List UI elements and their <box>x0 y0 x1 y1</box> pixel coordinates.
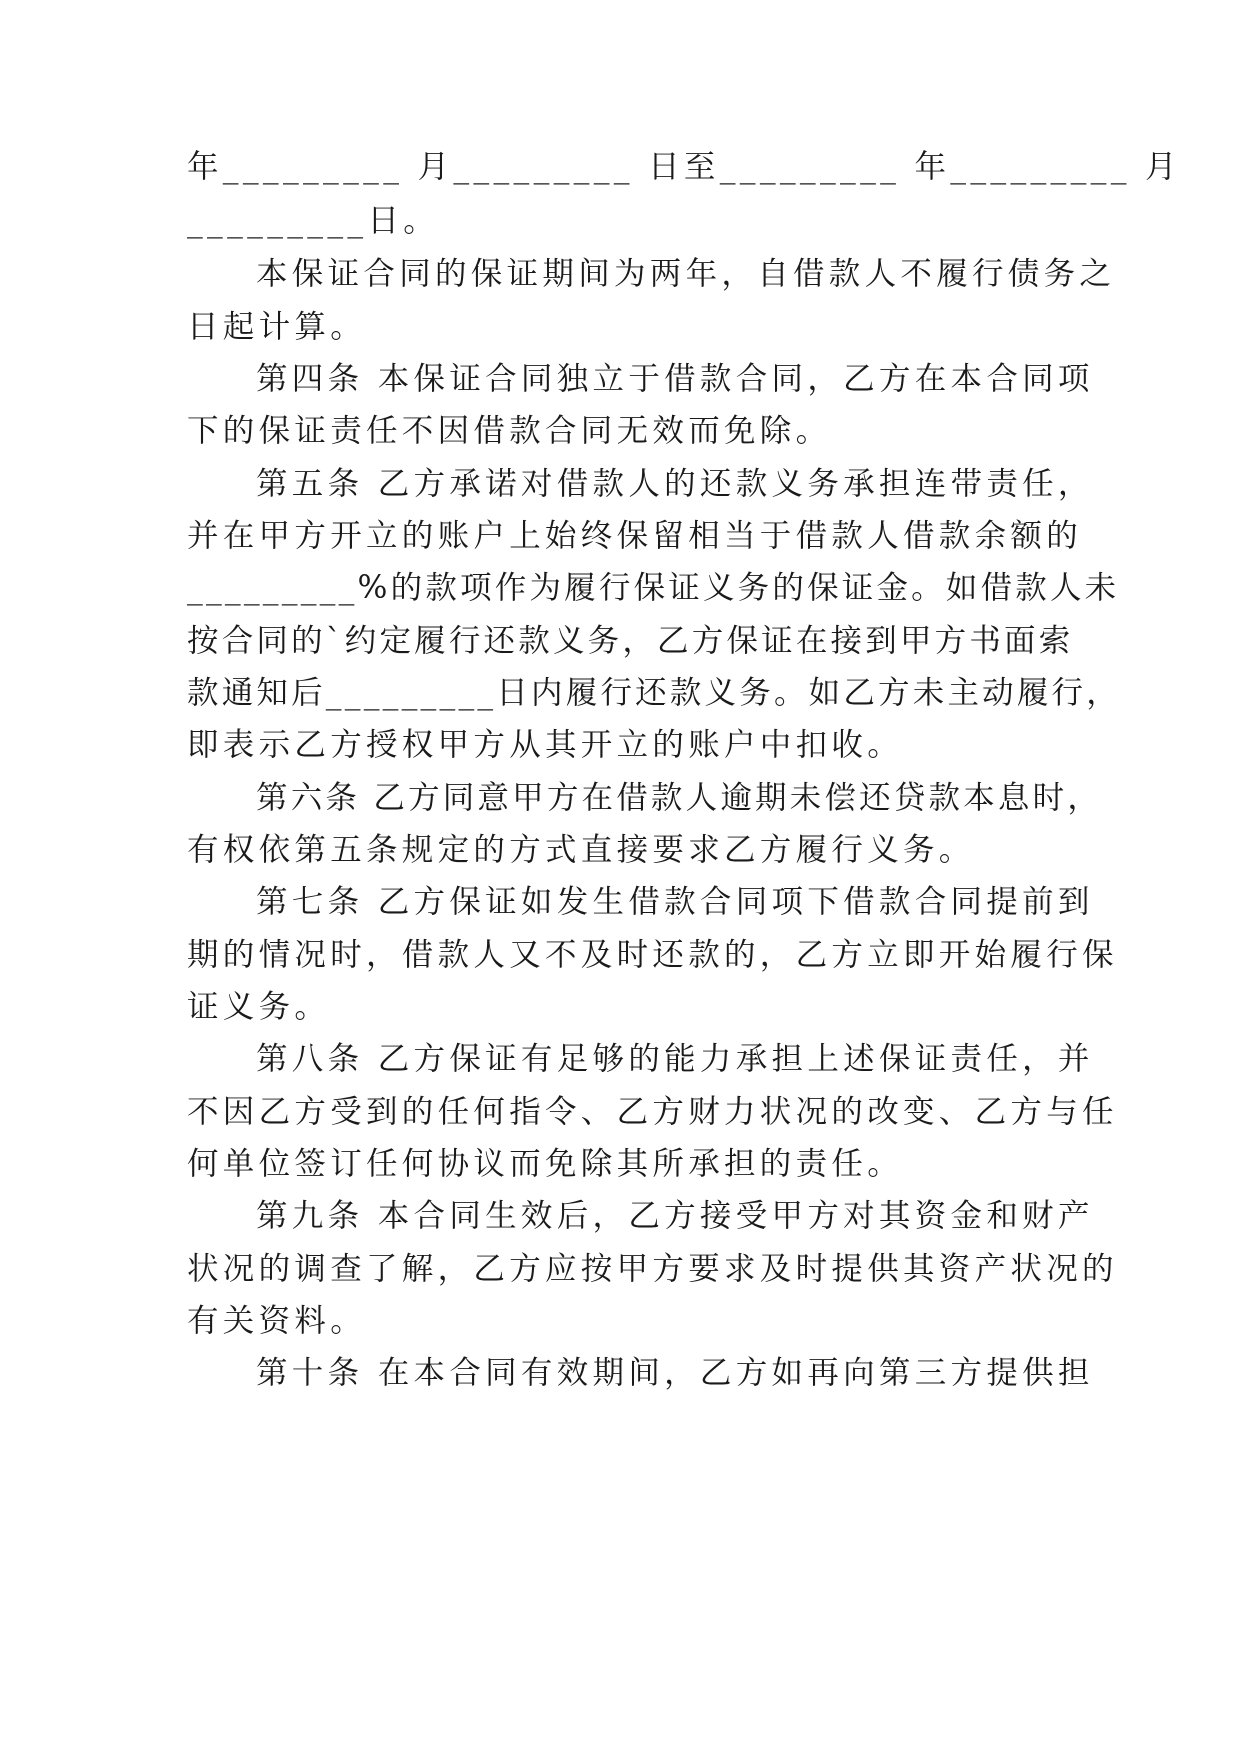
text-line-18: 第八条 乙方保证有足够的能力承担上述保证责任，并 <box>256 1041 1094 1077</box>
text-line-11: 款通知后_________日内履行还款义务。如乙方未主动履行， <box>187 675 1121 711</box>
text-line-7: 第五条 乙方承诺对借款人的还款义务承担连带责任， <box>256 466 1094 502</box>
text-line-14: 有权依第五条规定的方式直接要求乙方履行义务。 <box>187 832 975 868</box>
text-line-12: 即表示乙方授权甲方从其开立的账户中扣收。 <box>187 727 904 763</box>
text-line-10: 按合同的`约定履行还款义务，乙方保证在接到甲方书面索 <box>187 623 1074 659</box>
text-line-4: 日起计算。 <box>187 309 367 345</box>
text-line-1: 年_________ 月_________ 日至_________ 年_________ 月 <box>187 149 1181 185</box>
text-line-3: 本保证合同的保证期间为两年，自借款人不履行债务之 <box>256 256 1116 292</box>
text-line-6: 下的保证责任不因借款合同无效而免除。 <box>187 413 832 449</box>
text-line-24: 第十条 在本合同有效期间，乙方如再向第三方提供担 <box>256 1355 1094 1391</box>
text-line-2: _________日。 <box>187 203 440 239</box>
text-line-9: _________%的款项作为履行保证义务的保证金。如借款人未 <box>187 570 1120 606</box>
text-line-15: 第七条 乙方保证如发生借款合同项下借款合同提前到 <box>256 884 1094 920</box>
text-line-5: 第四条 本保证合同独立于借款合同，乙方在本合同项 <box>256 361 1094 397</box>
text-line-22: 状况的调查了解，乙方应按甲方要求及时提供其资产状况的 <box>187 1251 1118 1287</box>
text-line-20: 何单位签订任何协议而免除其所承担的责任。 <box>187 1146 904 1182</box>
text-line-23: 有关资料。 <box>187 1303 367 1339</box>
text-line-13: 第六条 乙方同意甲方在借款人逾期未偿还贷款本息时， <box>256 780 1103 816</box>
text-line-21: 第九条 本合同生效后，乙方接受甲方对其资金和财产 <box>256 1198 1094 1234</box>
text-line-17: 证义务。 <box>187 989 331 1025</box>
text-line-16: 期的情况时，借款人又不及时还款的，乙方立即开始履行保 <box>187 937 1118 973</box>
text-line-19: 不因乙方受到的任何指令、乙方财力状况的改变、乙方与任 <box>187 1094 1118 1130</box>
text-line-8: 并在甲方开立的账户上始终保留相当于借款人借款余额的 <box>187 518 1083 554</box>
